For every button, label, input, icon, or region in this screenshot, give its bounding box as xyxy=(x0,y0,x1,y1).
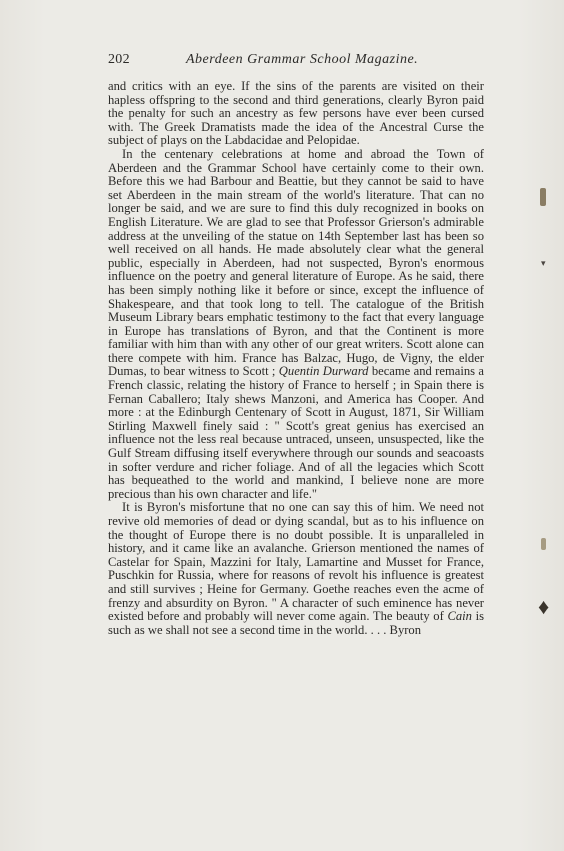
page-header xyxy=(108,50,484,70)
paragraph-text: In the centenary celebrations at home and abroad the Town of Aberdeen and the Grammar School have certainly come to their own. Before this we had Barbour and Beattie, but they cannot be said to have set Aberdeen in the main stream of the world's literature. That can no longer be said, and we are sure to find this duly recognized in books on English Literature. We are glad to see that Professor Grierson's admirable address at the unveiling of the statue on 14th September last has been so well received on all hands. He made absolutely clear what the general public, especially in Aberdeen, had not suspected, Byron's enormous influence on the poetry and general literature of Europe. As he said, there has been simply nothing like it before or since, except the influence of Shakespeare, and that took long to tell. The catalogue of the British Museum Library bears emphatic testimony to the fact that every language in Europe has translations of Byron, and that the Continent is more familiar with him than with any other of our great writers. Scott alone can there compete with him. France has Balzac, Hugo, de Vigny, the elder Dumas, to bear witness to Scott ; xyxy=(108,146,484,379)
margin-ink-mark xyxy=(541,538,546,550)
body-text xyxy=(108,80,484,637)
running-title: Aberdeen Grammar School Magazine. xyxy=(186,52,419,67)
paragraph-text: is such as we shall not see a second time in the world. . . . Byron xyxy=(108,609,484,637)
italic-title-text: Cain xyxy=(447,609,472,624)
margin-ink-mark: ▾ xyxy=(541,258,546,268)
margin-ink-mark: ♦ xyxy=(538,594,550,619)
paragraph xyxy=(108,148,484,501)
paragraph xyxy=(108,80,484,148)
paragraph-text: and critics with an eye. If the sins of the parents are visited on their hapless offspring to the second and third generations, clearly Byron paid the penalty for such an ancestry as few persons have ever been cursed with. The Greek Dramatists made the idea of the Ancestral Curse the subject of plays on the Labdacidae and Pelopidae. xyxy=(108,79,484,148)
paragraph-text: became and remains a French classic, relating the history of France to herself ; in Spain there is Fernan Caballero; Italy shews Manzoni, and America has Cooper. And more : at the Edinburgh Centenary of Scott in August, 1871, Sir William Stirling Maxwell finely said : " Scott's great genius has exercised an influence not the less real because untraced, unseen, unsuspected, like the Gulf Stream diffusing itself everywhere through our sounds and seacoasts in softer verdure and richer foliage. And of all the legacies which Scott has bequeathed to the world and mankind, I believe none are more precious than his own character and life." xyxy=(108,364,484,501)
page-number: 202 xyxy=(108,52,130,67)
margin-ink-mark xyxy=(540,188,546,206)
paragraph-text: It is Byron's misfortune that no one can say this of him. We need not revive old memories of dead or dying scandal, but as to his influence on the thought of Europe there is no doubt possible. It is unparalleled in history, and it came like an avalanche. Grierson mentioned the names of Castelar for Spain, Mazzini for Italy, Lamartine and Musset for France, Puschkin for Russia, where for reasons of revolt his influence is greatest and still survives ; Heine for Germany. Goethe reaches even the acme of frenzy and absurdity on Byron. " A character of such eminence has never existed before and probably will never come again. The beauty of xyxy=(108,500,484,624)
paragraph xyxy=(108,501,484,637)
italic-title-text: Quentin Durward xyxy=(278,364,369,379)
